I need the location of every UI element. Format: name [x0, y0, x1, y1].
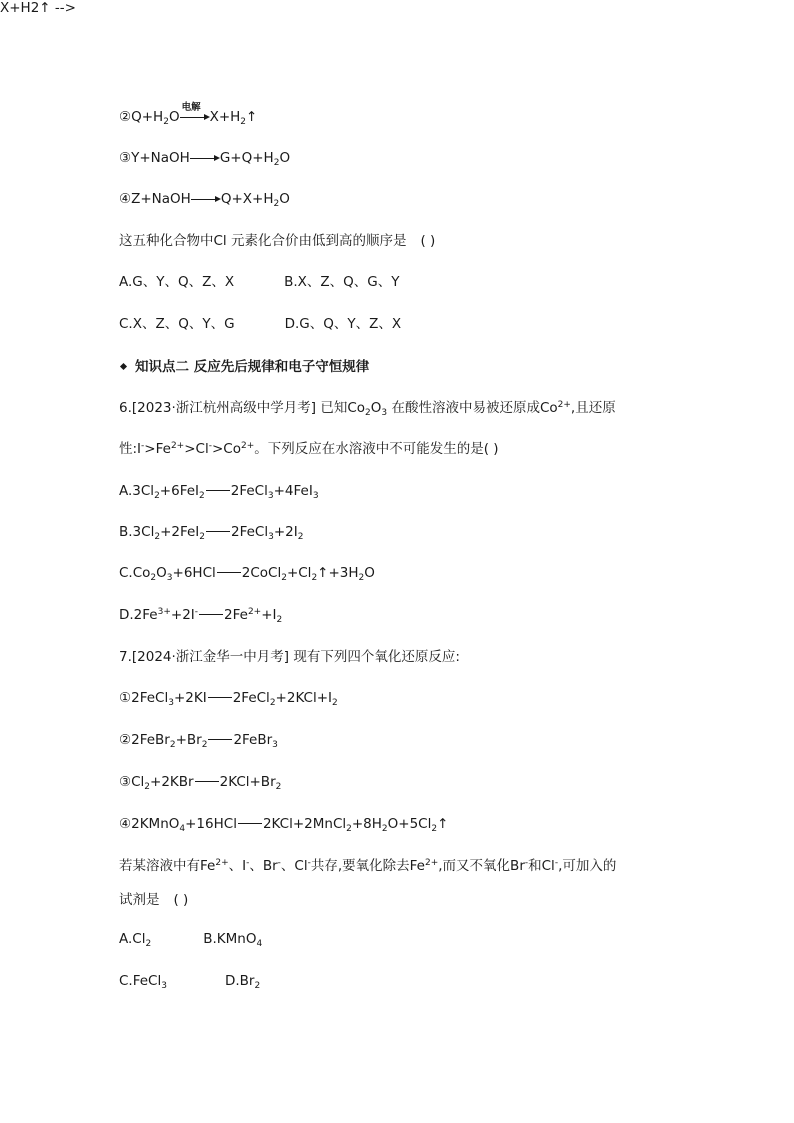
question-5-stem	[119, 232, 435, 250]
reaction-3: ③Y+NaOH $G+Q+H_2O$	[119, 150, 291, 168]
q6-text: Fe	[155, 441, 171, 457]
equals-sign-icon	[206, 523, 230, 541]
q7-reaction-3: $③Cl_2+2KBr$ $2KCl+Br_2$	[119, 774, 282, 792]
reaction-4: ④Z+NaOH $Q+X+H_2O$	[119, 191, 290, 209]
q7-text: ,可加入的	[558, 858, 617, 874]
q6-option-c[interactable]: $C.Co_2O_3+6HCl$ $2CoCl_2+Cl_2↑+3H_2O$	[119, 565, 375, 583]
q6-text: 在酸性溶液中易被还原成Co	[391, 400, 558, 416]
q7-text: 若某溶液中有Fe	[119, 858, 216, 874]
q7-text: 、Br	[249, 858, 278, 874]
options-row-ab	[119, 273, 400, 291]
reaction-arrow-icon	[180, 102, 210, 126]
reaction-arrow-icon	[190, 149, 220, 167]
equals-sign-icon	[195, 773, 219, 791]
q7-option-b[interactable]: B.KMnO$_4$	[203, 931, 263, 949]
section-heading	[119, 358, 369, 376]
q7-text: ,而又不氧化Br	[438, 858, 525, 874]
q6-text: ,且还原	[570, 400, 616, 416]
q7-reaction-2: $②2FeBr_2+Br_2$ 2FeBr$_3$	[119, 732, 278, 750]
q7-text: 、I	[228, 858, 247, 874]
question-6-stem-line1: 6.[2023·浙江杭州高级中学月考] 已知$Co_2O_3$ 在酸性溶液中易被还原成$Co^{2+}$,且还原	[119, 400, 616, 418]
q7-text: 试剂是	[119, 892, 160, 908]
q7-text: 和Cl	[528, 858, 555, 874]
q7-options-row-ab	[119, 930, 262, 948]
diamond-bullet-icon	[120, 362, 127, 369]
q6-text: Cl	[195, 441, 209, 457]
equals-sign-icon	[238, 815, 262, 833]
equals-sign-icon	[217, 564, 241, 582]
circled-number: ②	[119, 732, 132, 748]
q7-options-row-cd	[119, 972, 260, 990]
option-c[interactable]: C.X、Z、Q、Y、G	[119, 316, 235, 332]
answer-blank: ( )	[173, 892, 189, 908]
question-6-stem-line2: 性$:I^->Fe^{2+}>Cl^->Co^{2+}$。下列反应在水溶液中不可能发生的是( )	[119, 441, 499, 457]
q6-text: 。下列反应在水溶液中不可能发生的是( )	[254, 441, 499, 457]
circled-number: ③	[119, 150, 132, 166]
option-b[interactable]: B.X、Z、Q、G、Y	[284, 274, 400, 290]
equals-sign-icon	[208, 689, 232, 707]
equals-sign-icon	[199, 606, 223, 624]
q6-option-d[interactable]: $D.2Fe^{3+}+2I^-$ $2Fe^{2+}+I_2$	[119, 607, 283, 625]
q7-option-d[interactable]: $D.Br_2$	[224, 973, 261, 991]
option-a[interactable]: A.G、Y、Q、Z、X	[119, 274, 235, 290]
answer-blank: ( )	[420, 233, 436, 249]
q7-condition: 若某溶液中有$Fe^{2+}$、I-、Br-、Cl-共存,要氧化除去$Fe^{2+}$,而又不氧化Br-和Cl-,可加入的	[119, 858, 617, 874]
circled-number: ④	[119, 191, 132, 207]
q7-text: 、Cl	[280, 858, 308, 874]
circled-number: ①	[119, 690, 132, 706]
q7-option-a[interactable]: $A.Cl_2$	[119, 931, 152, 949]
section-title: 知识点二 反应先后规律和电子守恒规律	[135, 359, 370, 375]
q7-reaction-4: ④2KMnO$_4$+16HCl $2KCl+2MnCl_2+8H_2O+5Cl_2↑$	[119, 816, 449, 834]
circled-number: ④	[119, 816, 132, 832]
question-text: 这五种化合物中Cl 元素化合价由低到高的顺序是	[119, 233, 407, 249]
option-d[interactable]: D.G、Q、Y、Z、X	[284, 316, 402, 332]
question-7-source: 7.[2024·浙江金华一中月考]	[119, 649, 290, 665]
circled-number: ②	[119, 109, 132, 125]
reaction-arrow-icon	[191, 190, 221, 208]
q7-option-c[interactable]: C.FeCl$_3$	[119, 973, 167, 991]
options-row-cd	[119, 315, 401, 333]
q6-text: 性:I	[119, 441, 142, 457]
q6-option-b[interactable]: $B.3Cl_2+2FeI_2$ $2FeCl_3+2I_2$	[119, 524, 304, 542]
question-7-stem	[119, 648, 460, 666]
q6-text: 已知Co	[320, 400, 366, 416]
q6-text: Co	[223, 441, 241, 457]
equals-sign-icon	[208, 731, 232, 749]
reaction-2: $②Q+H_2O$ 电解 $X+H_2↑$	[119, 108, 257, 126]
q7-reaction-1: ①2FeCl$_3$+2KI $2FeCl_2+2KCl+I_2$	[119, 690, 338, 708]
q7-text: 现有下列四个氧化还原反应:	[293, 649, 460, 665]
condition-label: 电解	[181, 102, 201, 113]
circled-number: ③	[119, 774, 132, 790]
q7-text: 共存,要氧化除去Fe	[310, 858, 425, 874]
equals-sign-icon	[206, 482, 230, 500]
question-6-source: 6.[2023·浙江杭州高级中学月考]	[119, 400, 317, 416]
q7-reagent-line	[119, 891, 188, 909]
q6-option-a[interactable]: $A.3Cl_2+6FeI_2$ 2FeCl$_3$+4FeI$_3$	[119, 483, 319, 501]
